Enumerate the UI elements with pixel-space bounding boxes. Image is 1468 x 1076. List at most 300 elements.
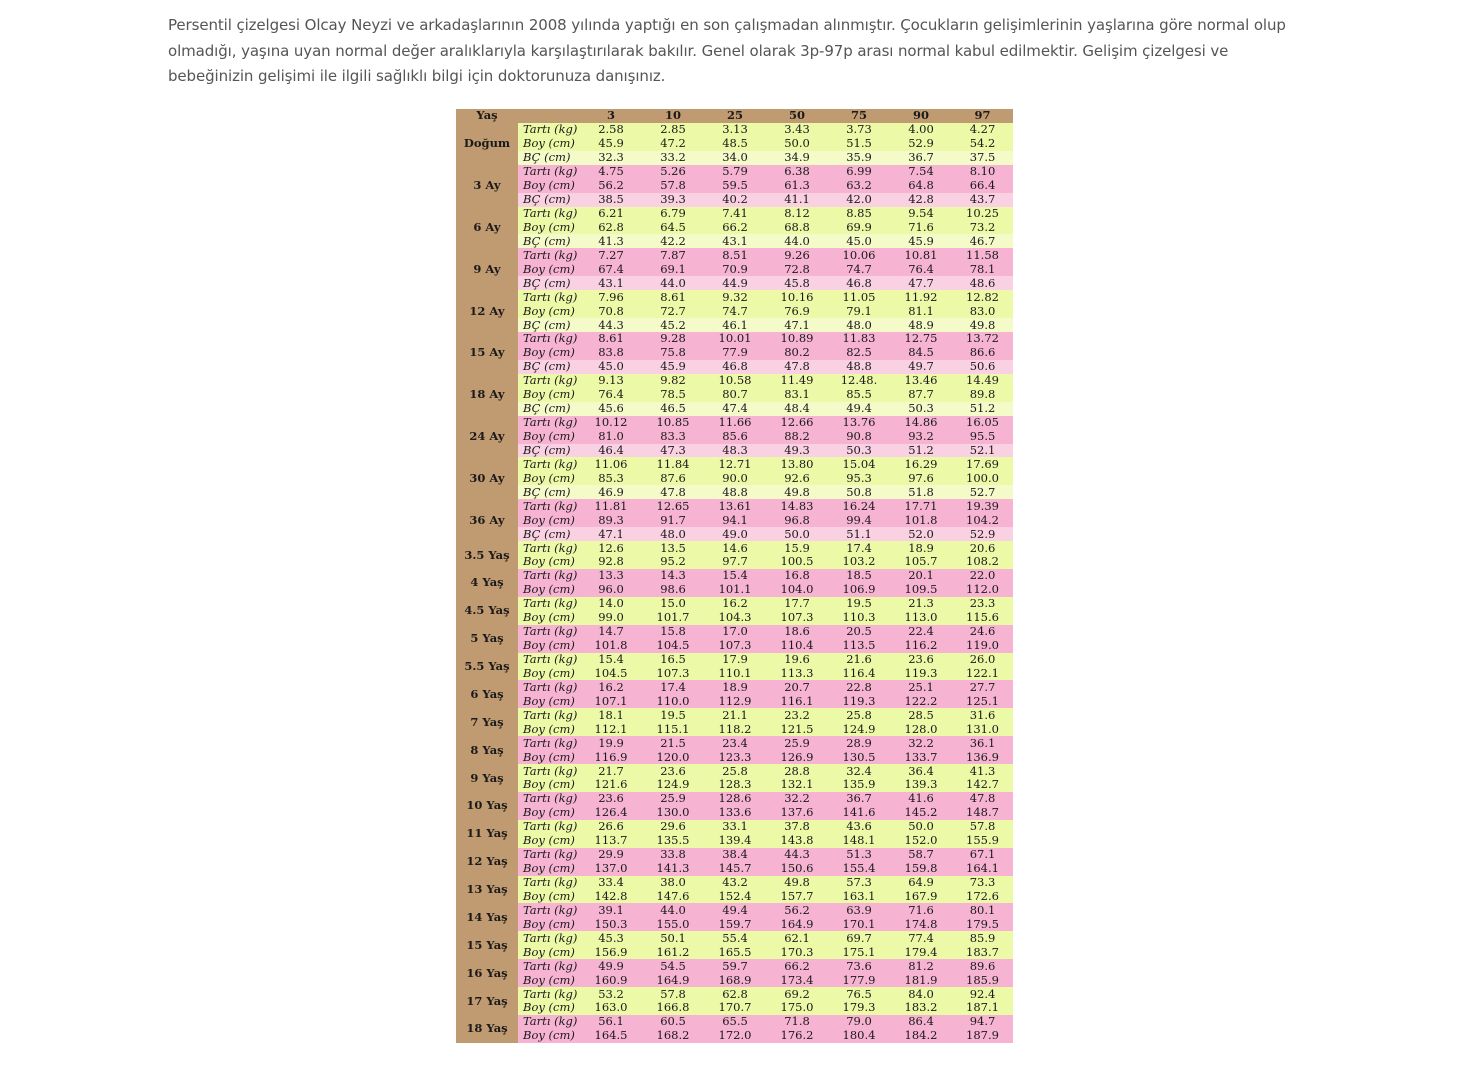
value-cell: 175.1	[828, 945, 890, 959]
table-row	[456, 207, 1013, 221]
value-cell: 51.8	[890, 485, 952, 499]
value-cell: 141.6	[828, 806, 890, 820]
value-cell: 80.1	[952, 903, 1013, 917]
value-cell: 126.9	[766, 750, 828, 764]
value-cell: 49.8	[766, 485, 828, 499]
value-cell: 57.8	[642, 987, 704, 1001]
table-row	[456, 694, 1013, 708]
value-cell: 40.2	[704, 193, 766, 207]
value-cell: 94.1	[704, 513, 766, 527]
value-cell: 183.7	[952, 945, 1013, 959]
value-cell: 5.26	[642, 165, 704, 179]
value-cell: 112.1	[580, 722, 642, 736]
value-cell: 49.0	[704, 527, 766, 541]
value-cell: 55.4	[704, 931, 766, 945]
value-cell: 46.8	[828, 276, 890, 290]
value-cell: 50.1	[642, 931, 704, 945]
value-cell: 141.3	[642, 862, 704, 876]
value-cell: 9.54	[890, 207, 952, 221]
value-cell: 23.6	[642, 764, 704, 778]
value-cell: 15.9	[766, 541, 828, 555]
value-cell: 10.16	[766, 290, 828, 304]
value-cell: 185.9	[952, 973, 1013, 987]
value-cell: 107.3	[704, 639, 766, 653]
value-cell: 48.0	[828, 318, 890, 332]
value-cell: 46.8	[704, 360, 766, 374]
table-row	[456, 541, 1013, 555]
value-cell: 8.61	[642, 290, 704, 304]
value-cell: 93.2	[890, 430, 952, 444]
percentile-header: 50	[766, 109, 828, 123]
measure-label: Tartı (kg)	[518, 903, 580, 917]
measure-label: Boy (cm)	[518, 750, 580, 764]
value-cell: 50.0	[766, 137, 828, 151]
table-row	[456, 499, 1013, 513]
value-cell: 74.7	[828, 262, 890, 276]
value-cell: 9.82	[642, 374, 704, 388]
table-row	[456, 1029, 1013, 1043]
value-cell: 90.0	[704, 471, 766, 485]
value-cell: 187.1	[952, 1001, 1013, 1015]
measure-label: Boy (cm)	[518, 611, 580, 625]
value-cell: 23.2	[766, 708, 828, 722]
percentile-table-body	[456, 123, 1013, 1043]
table-row	[456, 764, 1013, 778]
value-cell: 12.82	[952, 290, 1013, 304]
value-cell: 83.0	[952, 304, 1013, 318]
table-row	[456, 123, 1013, 137]
measure-label: Boy (cm)	[518, 890, 580, 904]
value-cell: 125.1	[952, 694, 1013, 708]
table-row	[456, 653, 1013, 667]
value-cell: 179.4	[890, 945, 952, 959]
value-cell: 17.69	[952, 457, 1013, 471]
value-cell: 52.9	[890, 137, 952, 151]
value-cell: 115.6	[952, 611, 1013, 625]
measure-label: Boy (cm)	[518, 179, 580, 193]
age-label: 36 Ay	[456, 499, 518, 541]
measure-label: BÇ (cm)	[518, 527, 580, 541]
value-cell: 166.8	[642, 1001, 704, 1015]
value-cell: 124.9	[642, 778, 704, 792]
value-cell: 57.3	[828, 876, 890, 890]
value-cell: 24.6	[952, 625, 1013, 639]
value-cell: 66.2	[704, 221, 766, 235]
value-cell: 48.8	[828, 360, 890, 374]
value-cell: 173.4	[766, 973, 828, 987]
value-cell: 39.1	[580, 903, 642, 917]
value-cell: 87.6	[642, 471, 704, 485]
table-row	[456, 555, 1013, 569]
age-column-header: Yaş	[456, 109, 518, 123]
value-cell: 44.0	[642, 903, 704, 917]
table-row	[456, 151, 1013, 165]
value-cell: 15.4	[580, 653, 642, 667]
value-cell: 168.9	[704, 973, 766, 987]
value-cell: 12.71	[704, 457, 766, 471]
value-cell: 47.8	[952, 792, 1013, 806]
age-label: 9 Yaş	[456, 764, 518, 792]
value-cell: 51.2	[952, 402, 1013, 416]
table-row	[456, 639, 1013, 653]
measure-label: Tartı (kg)	[518, 680, 580, 694]
value-cell: 8.12	[766, 207, 828, 221]
measure-label: Boy (cm)	[518, 862, 580, 876]
value-cell: 61.3	[766, 179, 828, 193]
age-label: 5.5 Yaş	[456, 653, 518, 681]
value-cell: 104.3	[704, 611, 766, 625]
value-cell: 113.3	[766, 667, 828, 681]
value-cell: 180.4	[828, 1029, 890, 1043]
value-cell: 101.8	[580, 639, 642, 653]
value-cell: 32.2	[890, 736, 952, 750]
value-cell: 42.2	[642, 234, 704, 248]
value-cell: 22.0	[952, 569, 1013, 583]
value-cell: 155.9	[952, 834, 1013, 848]
measure-label: Tartı (kg)	[518, 736, 580, 750]
value-cell: 16.2	[580, 680, 642, 694]
value-cell: 78.5	[642, 388, 704, 402]
value-cell: 45.6	[580, 402, 642, 416]
value-cell: 68.8	[766, 221, 828, 235]
value-cell: 176.2	[766, 1029, 828, 1043]
value-cell: 47.3	[642, 444, 704, 458]
value-cell: 150.3	[580, 917, 642, 931]
value-cell: 21.6	[828, 653, 890, 667]
value-cell: 11.49	[766, 374, 828, 388]
value-cell: 113.7	[580, 834, 642, 848]
percentile-header: 25	[704, 109, 766, 123]
table-row	[456, 513, 1013, 527]
value-cell: 9.13	[580, 374, 642, 388]
value-cell: 49.3	[766, 444, 828, 458]
value-cell: 4.27	[952, 123, 1013, 137]
table-row	[456, 834, 1013, 848]
measure-label: BÇ (cm)	[518, 485, 580, 499]
value-cell: 110.0	[642, 694, 704, 708]
value-cell: 76.9	[766, 304, 828, 318]
value-cell: 9.28	[642, 332, 704, 346]
value-cell: 45.9	[580, 137, 642, 151]
measure-label: Boy (cm)	[518, 973, 580, 987]
value-cell: 69.2	[766, 987, 828, 1001]
value-cell: 71.6	[890, 903, 952, 917]
value-cell: 43.7	[952, 193, 1013, 207]
value-cell: 62.8	[704, 987, 766, 1001]
table-row	[456, 708, 1013, 722]
value-cell: 63.2	[828, 179, 890, 193]
value-cell: 179.3	[828, 1001, 890, 1015]
value-cell: 19.9	[580, 736, 642, 750]
value-cell: 52.9	[952, 527, 1013, 541]
value-cell: 13.76	[828, 416, 890, 430]
value-cell: 44.9	[704, 276, 766, 290]
value-cell: 5.79	[704, 165, 766, 179]
measure-label: Tartı (kg)	[518, 820, 580, 834]
value-cell: 36.7	[828, 792, 890, 806]
age-label: 12 Yaş	[456, 848, 518, 876]
table-row	[456, 527, 1013, 541]
age-label: 6 Ay	[456, 207, 518, 249]
value-cell: 32.3	[580, 151, 642, 165]
value-cell: 54.5	[642, 959, 704, 973]
measure-label: Tartı (kg)	[518, 123, 580, 137]
table-row	[456, 569, 1013, 583]
value-cell: 60.5	[642, 1015, 704, 1029]
value-cell: 64.8	[890, 179, 952, 193]
table-row	[456, 304, 1013, 318]
value-cell: 18.1	[580, 708, 642, 722]
value-cell: 139.3	[890, 778, 952, 792]
value-cell: 119.3	[828, 694, 890, 708]
measure-label: Tartı (kg)	[518, 708, 580, 722]
age-label: 15 Ay	[456, 332, 518, 374]
table-row	[456, 611, 1013, 625]
value-cell: 52.7	[952, 485, 1013, 499]
value-cell: 136.9	[952, 750, 1013, 764]
measure-label: BÇ (cm)	[518, 276, 580, 290]
value-cell: 41.6	[890, 792, 952, 806]
percentile-header: 90	[890, 109, 952, 123]
value-cell: 19.6	[766, 653, 828, 667]
table-row	[456, 388, 1013, 402]
value-cell: 50.0	[890, 820, 952, 834]
value-cell: 11.83	[828, 332, 890, 346]
measure-label: Tartı (kg)	[518, 290, 580, 304]
value-cell: 89.8	[952, 388, 1013, 402]
table-row	[456, 346, 1013, 360]
value-cell: 29.6	[642, 820, 704, 834]
table-row	[456, 583, 1013, 597]
value-cell: 10.25	[952, 207, 1013, 221]
value-cell: 56.2	[766, 903, 828, 917]
value-cell: 41.3	[952, 764, 1013, 778]
value-cell: 51.5	[828, 137, 890, 151]
measure-label: Tartı (kg)	[518, 416, 580, 430]
value-cell: 49.7	[890, 360, 952, 374]
value-cell: 13.5	[642, 541, 704, 555]
value-cell: 32.2	[766, 792, 828, 806]
table-row	[456, 959, 1013, 973]
value-cell: 20.5	[828, 625, 890, 639]
value-cell: 12.75	[890, 332, 952, 346]
value-cell: 25.8	[704, 764, 766, 778]
value-cell: 25.1	[890, 680, 952, 694]
value-cell: 122.1	[952, 667, 1013, 681]
value-cell: 36.4	[890, 764, 952, 778]
value-cell: 25.9	[766, 736, 828, 750]
measure-label: Tartı (kg)	[518, 248, 580, 262]
value-cell: 72.7	[642, 304, 704, 318]
measure-label: Tartı (kg)	[518, 541, 580, 555]
value-cell: 48.6	[952, 276, 1013, 290]
value-cell: 123.3	[704, 750, 766, 764]
value-cell: 112.9	[704, 694, 766, 708]
table-row	[456, 457, 1013, 471]
table-row	[456, 430, 1013, 444]
value-cell: 11.05	[828, 290, 890, 304]
value-cell: 122.2	[890, 694, 952, 708]
measure-label: Boy (cm)	[518, 945, 580, 959]
measure-label: Tartı (kg)	[518, 764, 580, 778]
table-row	[456, 416, 1013, 430]
measure-label: Tartı (kg)	[518, 332, 580, 346]
table-row	[456, 736, 1013, 750]
measure-label: Tartı (kg)	[518, 374, 580, 388]
value-cell: 18.5	[828, 569, 890, 583]
value-cell: 46.9	[580, 485, 642, 499]
measure-label: Tartı (kg)	[518, 653, 580, 667]
value-cell: 152.0	[890, 834, 952, 848]
value-cell: 49.4	[704, 903, 766, 917]
value-cell: 81.2	[890, 959, 952, 973]
value-cell: 47.2	[642, 137, 704, 151]
value-cell: 101.8	[890, 513, 952, 527]
value-cell: 39.3	[642, 193, 704, 207]
value-cell: 45.9	[890, 234, 952, 248]
value-cell: 97.6	[890, 471, 952, 485]
value-cell: 148.1	[828, 834, 890, 848]
age-label: 8 Yaş	[456, 736, 518, 764]
age-label: 7 Yaş	[456, 708, 518, 736]
value-cell: 110.3	[828, 611, 890, 625]
table-row	[456, 792, 1013, 806]
value-cell: 14.0	[580, 597, 642, 611]
value-cell: 4.00	[890, 123, 952, 137]
value-cell: 187.9	[952, 1029, 1013, 1043]
value-cell: 51.2	[890, 444, 952, 458]
measure-label: BÇ (cm)	[518, 444, 580, 458]
value-cell: 57.8	[952, 820, 1013, 834]
value-cell: 38.0	[642, 876, 704, 890]
measure-column-header	[518, 109, 580, 123]
value-cell: 44.0	[766, 234, 828, 248]
value-cell: 64.5	[642, 221, 704, 235]
value-cell: 6.79	[642, 207, 704, 221]
age-label: 14 Yaş	[456, 903, 518, 931]
measure-label: Boy (cm)	[518, 583, 580, 597]
value-cell: 36.7	[890, 151, 952, 165]
value-cell: 43.2	[704, 876, 766, 890]
value-cell: 133.7	[890, 750, 952, 764]
value-cell: 46.5	[642, 402, 704, 416]
age-label: 6 Yaş	[456, 680, 518, 708]
table-row	[456, 597, 1013, 611]
value-cell: 72.8	[766, 262, 828, 276]
value-cell: 101.7	[642, 611, 704, 625]
value-cell: 7.41	[704, 207, 766, 221]
value-cell: 120.0	[642, 750, 704, 764]
measure-label: Tartı (kg)	[518, 1015, 580, 1029]
value-cell: 147.6	[642, 890, 704, 904]
table-row	[456, 360, 1013, 374]
value-cell: 179.5	[952, 917, 1013, 931]
value-cell: 170.7	[704, 1001, 766, 1015]
value-cell: 43.1	[580, 276, 642, 290]
value-cell: 51.3	[828, 848, 890, 862]
value-cell: 17.7	[766, 597, 828, 611]
value-cell: 104.2	[952, 513, 1013, 527]
measure-label: BÇ (cm)	[518, 151, 580, 165]
measure-label: Tartı (kg)	[518, 165, 580, 179]
value-cell: 21.5	[642, 736, 704, 750]
age-label: 9 Ay	[456, 248, 518, 290]
value-cell: 33.1	[704, 820, 766, 834]
value-cell: 25.9	[642, 792, 704, 806]
value-cell: 62.8	[580, 221, 642, 235]
value-cell: 26.6	[580, 820, 642, 834]
value-cell: 45.9	[642, 360, 704, 374]
value-cell: 91.7	[642, 513, 704, 527]
value-cell: 34.9	[766, 151, 828, 165]
value-cell: 142.7	[952, 778, 1013, 792]
value-cell: 50.0	[766, 527, 828, 541]
value-cell: 12.65	[642, 499, 704, 513]
value-cell: 15.0	[642, 597, 704, 611]
value-cell: 6.38	[766, 165, 828, 179]
value-cell: 73.3	[952, 876, 1013, 890]
table-row	[456, 667, 1013, 681]
table-row	[456, 722, 1013, 736]
measure-label: Boy (cm)	[518, 262, 580, 276]
value-cell: 143.8	[766, 834, 828, 848]
table-row	[456, 318, 1013, 332]
value-cell: 16.24	[828, 499, 890, 513]
value-cell: 77.9	[704, 346, 766, 360]
value-cell: 46.1	[704, 318, 766, 332]
value-cell: 80.2	[766, 346, 828, 360]
value-cell: 105.7	[890, 555, 952, 569]
value-cell: 130.0	[642, 806, 704, 820]
value-cell: 18.9	[890, 541, 952, 555]
value-cell: 116.1	[766, 694, 828, 708]
table-row	[456, 165, 1013, 179]
value-cell: 128.0	[890, 722, 952, 736]
value-cell: 67.4	[580, 262, 642, 276]
measure-label: Tartı (kg)	[518, 625, 580, 639]
value-cell: 21.1	[704, 708, 766, 722]
value-cell: 85.6	[704, 430, 766, 444]
measure-label: Boy (cm)	[518, 834, 580, 848]
value-cell: 116.2	[890, 639, 952, 653]
value-cell: 2.58	[580, 123, 642, 137]
value-cell: 121.5	[766, 722, 828, 736]
table-row	[456, 471, 1013, 485]
value-cell: 66.2	[766, 959, 828, 973]
value-cell: 79.1	[828, 304, 890, 318]
value-cell: 28.8	[766, 764, 828, 778]
value-cell: 14.86	[890, 416, 952, 430]
value-cell: 13.46	[890, 374, 952, 388]
value-cell: 34.0	[704, 151, 766, 165]
value-cell: 9.26	[766, 248, 828, 262]
value-cell: 50.8	[828, 485, 890, 499]
value-cell: 15.8	[642, 625, 704, 639]
value-cell: 170.1	[828, 917, 890, 931]
value-cell: 177.9	[828, 973, 890, 987]
value-cell: 43.1	[704, 234, 766, 248]
measure-label: BÇ (cm)	[518, 360, 580, 374]
table-row	[456, 778, 1013, 792]
table-row	[456, 262, 1013, 276]
table-row	[456, 234, 1013, 248]
value-cell: 75.8	[642, 346, 704, 360]
value-cell: 32.4	[828, 764, 890, 778]
value-cell: 45.2	[642, 318, 704, 332]
value-cell: 164.9	[766, 917, 828, 931]
value-cell: 3.73	[828, 123, 890, 137]
age-label: 4.5 Yaş	[456, 597, 518, 625]
